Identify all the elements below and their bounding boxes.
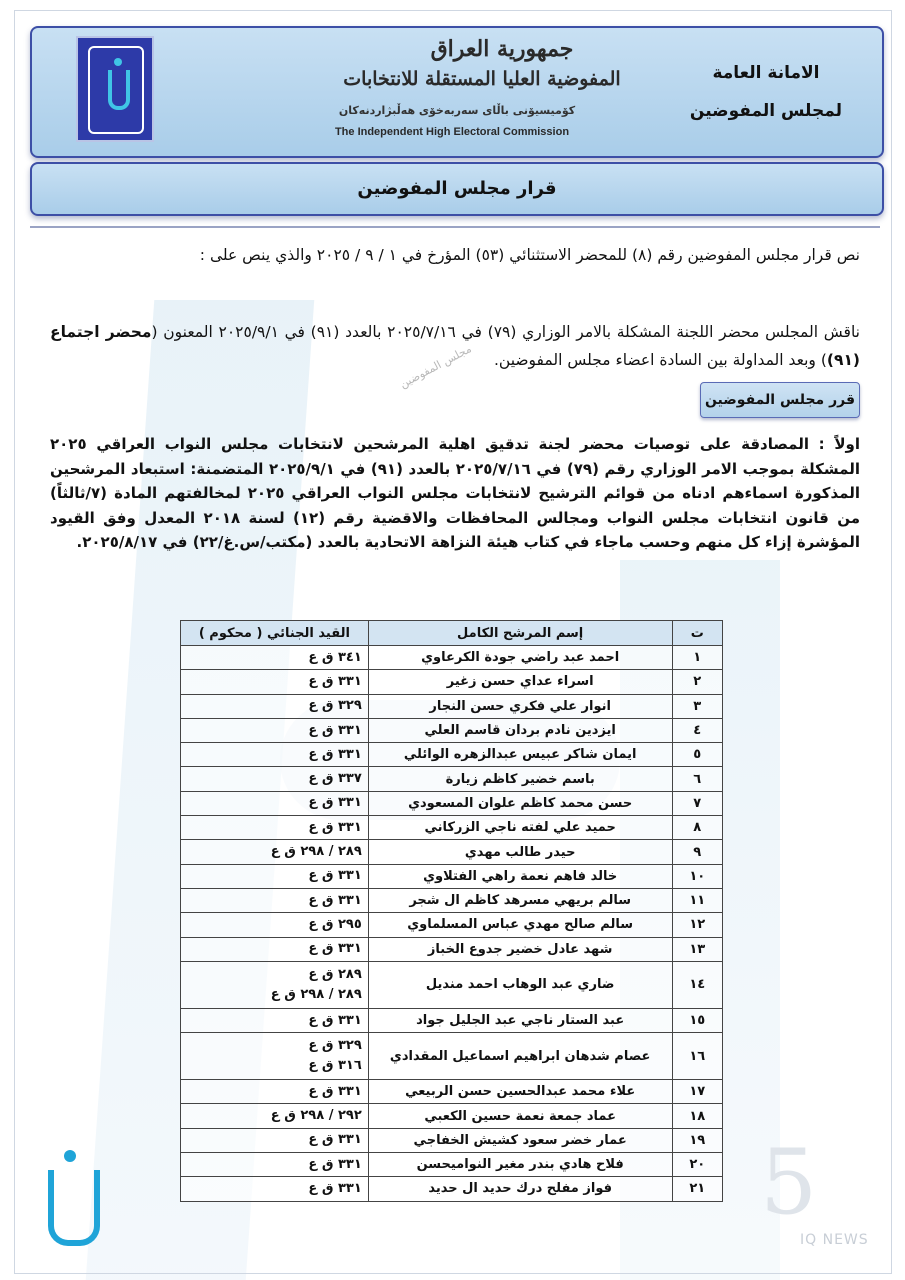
row-number: ١٢ [672,913,722,937]
criminal-record-line: ٣٣١ ق ع [308,819,362,835]
criminal-record [181,670,369,694]
row-number: ١٧ [672,1080,722,1104]
criminal-record [181,718,369,742]
table-row [181,791,723,815]
candidate-name: ايزدين نادم بردان قاسم العلي [368,718,672,742]
candidate-name: فلاح هادي بندر مغير النواميحسن [368,1153,672,1177]
candidate-name: خالد فاهم نعمة راهي الفتلاوي [368,864,672,888]
criminal-record [181,1153,369,1177]
iq-news-watermark: IQ NEWS [800,1232,869,1248]
candidate-name: انوار علي فكري حسن النجار [368,694,672,718]
divider [30,226,880,228]
candidate-name: ايمان شاكر عبيس عبدالزهره الوائلي [368,743,672,767]
row-number: ١١ [672,888,722,912]
table-row [181,913,723,937]
candidate-name: حسن محمد كاظم علوان المسعودي [368,791,672,815]
table-row [181,718,723,742]
candidate-name: حيدر طالب مهدي [368,840,672,864]
document-header [30,26,884,158]
candidate-name: عمار خضر سعود كشيش الخفاجي [368,1128,672,1152]
table-row [181,840,723,864]
candidate-name: حميد علي لفته ناجي الزركاني [368,816,672,840]
criminal-record-line: ٣١٦ ق ع [308,1058,362,1074]
table-row [181,816,723,840]
table-row [181,937,723,961]
criminal-record [181,694,369,718]
candidate-name: سالم صالح مهدي عباس المسلماوي [368,913,672,937]
criminal-record-line: ٣٣١ ق ع [308,1083,362,1099]
corner-logo-icon [30,1150,110,1260]
criminal-record [181,816,369,840]
table-row [181,767,723,791]
stamp-text: مجلس المفوضين [397,342,474,391]
criminal-record [181,864,369,888]
candidate-name: اسراء عداي حسن زغير [368,670,672,694]
criminal-record [181,961,369,1008]
iq-news-watermark-icon: 5 [760,1130,818,1235]
row-number: ١٥ [672,1008,722,1032]
candidate-name: عماد جمعة نعمة حسين الكعبي [368,1104,672,1128]
decision-paragraph: اولاً : المصادقة على توصيات محضر لجنة تدقيق اهلية المرشحين لانتخابات مجلس النواب العراقي ٢٠٢٥ المشكلة بموجب الامر الوزاري رقم (٧٩) في ٢٠٢٥/٧/١٦ بالعدد (٩١) في ٢٠٢٥/٩/١ المتضمنة: استبعاد المرشحين المذكورة اسماءهم ادناه من قوائم الترشيح لانتخابات مجلس النواب العراقي ٢٠٢٥ لمخالفتهم المادة (٧/ثالثاً) من قانون انتخابات مجلس النواب ومجالس المحافظات والاقضية رقم (١٢) لسنة ٢٠١٨ المعدل وفق القيود المؤشرة إزاء كل منهم وحسب ماجاء في كتاب هيئة النزاهة الاتحادية بالعدد (مكتب/س.غ/٢٢) في ٢٠٢٥/٨/١٧. [50,435,861,552]
row-number: ٢ [672,670,722,694]
discussion-bold: محضر اجتماع (٩١) [50,323,860,369]
decision-button: قرر مجلس المفوضين [700,382,860,418]
criminal-record [181,913,369,937]
candidates-table [180,620,723,1202]
criminal-record-line: ٣٣١ ق ع [308,1132,362,1148]
emblem-commission-arabic: المفوضية العليا المستقلة للانتخابات [343,68,621,90]
candidate-name: علاء محمد عبدالحسين حسن الربيعي [368,1080,672,1104]
criminal-record-line: ٢٨٩ ق ع [308,966,362,982]
criminal-record [181,1177,369,1201]
secretariat-label [690,54,842,130]
table-row [181,1104,723,1128]
table-row [181,1177,723,1201]
row-number: ٨ [672,816,722,840]
row-number: ٦ [672,767,722,791]
discussion-text-b: ) وبعد المداولة بين السادة اعضاء مجلس المفوضين. [493,351,827,369]
criminal-record [181,767,369,791]
row-number: ٤ [672,718,722,742]
emblem-commission-kurdish: کۆمیسیۆنی باڵای سەربەخۆی هەڵبژاردنەکان [338,104,576,117]
criminal-record-line: ٣٣١ ق ع [308,722,362,738]
table-row [181,646,723,670]
criminal-record-line: ٣٣١ ق ع [308,1156,362,1172]
row-number: ١٤ [672,961,722,1008]
commission-logo-icon [76,36,154,142]
table-row [181,1080,723,1104]
criminal-record-line: ٢٩٢ / ٢٩٨ ق ع [270,1108,362,1124]
criminal-record-line: ٣٣٧ ق ع [308,771,362,787]
emblem-republic: جمهورية العراق [430,36,574,62]
candidate-name: شهد عادل خضير جدوع الخباز [368,937,672,961]
criminal-record [181,888,369,912]
emblem-commission-english: The Independent High Electoral Commission [334,126,570,138]
candidate-name: ضاري عبد الوهاب احمد منديل [368,961,672,1008]
col-header-number: ت [672,621,722,646]
candidate-name: احمد عبد راضي جودة الكرعاوي [368,646,672,670]
banner-title: قرار مجلس المفوضين [30,162,884,216]
row-number: ٧ [672,791,722,815]
criminal-record [181,1033,369,1080]
row-number: ٣ [672,694,722,718]
row-number: ٥ [672,743,722,767]
criminal-record [181,1128,369,1152]
criminal-record-line: ٣٣١ ق ع [308,892,362,908]
col-header-name: إسم المرشح الكامل [368,621,672,646]
row-number: ١٣ [672,937,722,961]
criminal-record-line: ٣٤١ ق ع [308,649,362,665]
table-row [181,888,723,912]
candidate-name: عبد الستار ناجي عبد الجليل جواد [368,1008,672,1032]
col-header-record: القيد الجنائي ( محكوم ) [181,621,369,646]
discussion-paragraph [50,318,860,374]
criminal-record [181,743,369,767]
criminal-record-line: ٢٨٩ / ٢٩٨ ق ع [270,986,362,1002]
criminal-record-line: ٢٩٥ ق ع [308,916,362,932]
criminal-record [181,937,369,961]
row-number: ١٨ [672,1104,722,1128]
row-number: ٢١ [672,1177,722,1201]
criminal-record-line: ٣٢٩ ق ع [308,698,362,714]
criminal-record [181,1008,369,1032]
criminal-record-line: ٣٢٩ ق ع [308,1038,362,1054]
criminal-record-line: ٣٣١ ق ع [308,941,362,957]
criminal-record-line: ٣٣١ ق ع [308,1180,362,1196]
row-number: ١٠ [672,864,722,888]
table-row [181,694,723,718]
table-row [181,670,723,694]
criminal-record-line: ٣٣١ ق ع [308,673,362,689]
discussion-text-a: ناقش المجلس محضر اللجنة المشكلة بالامر الوزاري (٧٩) في ٢٠٢٥/٧/١٦ بالعدد (٩١) في ٢٠٢٥/٩/١ المعنون ( [151,323,860,341]
row-number: ١٩ [672,1128,722,1152]
table-row [181,1128,723,1152]
criminal-record-line: ٣٣١ ق ع [308,746,362,762]
row-number: ١ [672,646,722,670]
table-row [181,1033,723,1080]
table-row [181,864,723,888]
criminal-record [181,646,369,670]
candidate-name: سالم بريهي مسرهد كاظم ال شجر [368,888,672,912]
criminal-record [181,791,369,815]
criminal-record [181,1104,369,1128]
row-number: ٩ [672,840,722,864]
candidate-name: فواز مفلح درك حديد ال حديد [368,1177,672,1201]
criminal-record-line: ٣٣١ ق ع [308,868,362,884]
criminal-record-line: ٣٣١ ق ع [308,795,362,811]
table-row [181,961,723,1008]
row-number: ٢٠ [672,1153,722,1177]
table-row [181,1153,723,1177]
intro-paragraph: نص قرار مجلس المفوضين رقم (٨) للمحضر الاستثنائي (٥٣) المؤرخ في ١ / ٩ / ٢٠٢٥ والذي ينص على : [199,246,860,264]
criminal-record [181,1080,369,1104]
candidate-name: عصام شدهان ابراهيم اسماعيل المقدادي [368,1033,672,1080]
table-row [181,1008,723,1032]
secretariat-line2: لمجلس المفوضين [689,101,842,121]
row-number: ١٦ [672,1033,722,1080]
criminal-record-line: ٢٨٩ / ٢٩٨ ق ع [270,844,362,860]
criminal-record-line: ٣٣١ ق ع [308,1012,362,1028]
candidate-name: باسم خضير كاظم زيارة [368,767,672,791]
secretariat-line1: الامانة العامة [712,63,820,83]
table-row [181,743,723,767]
criminal-record [181,840,369,864]
